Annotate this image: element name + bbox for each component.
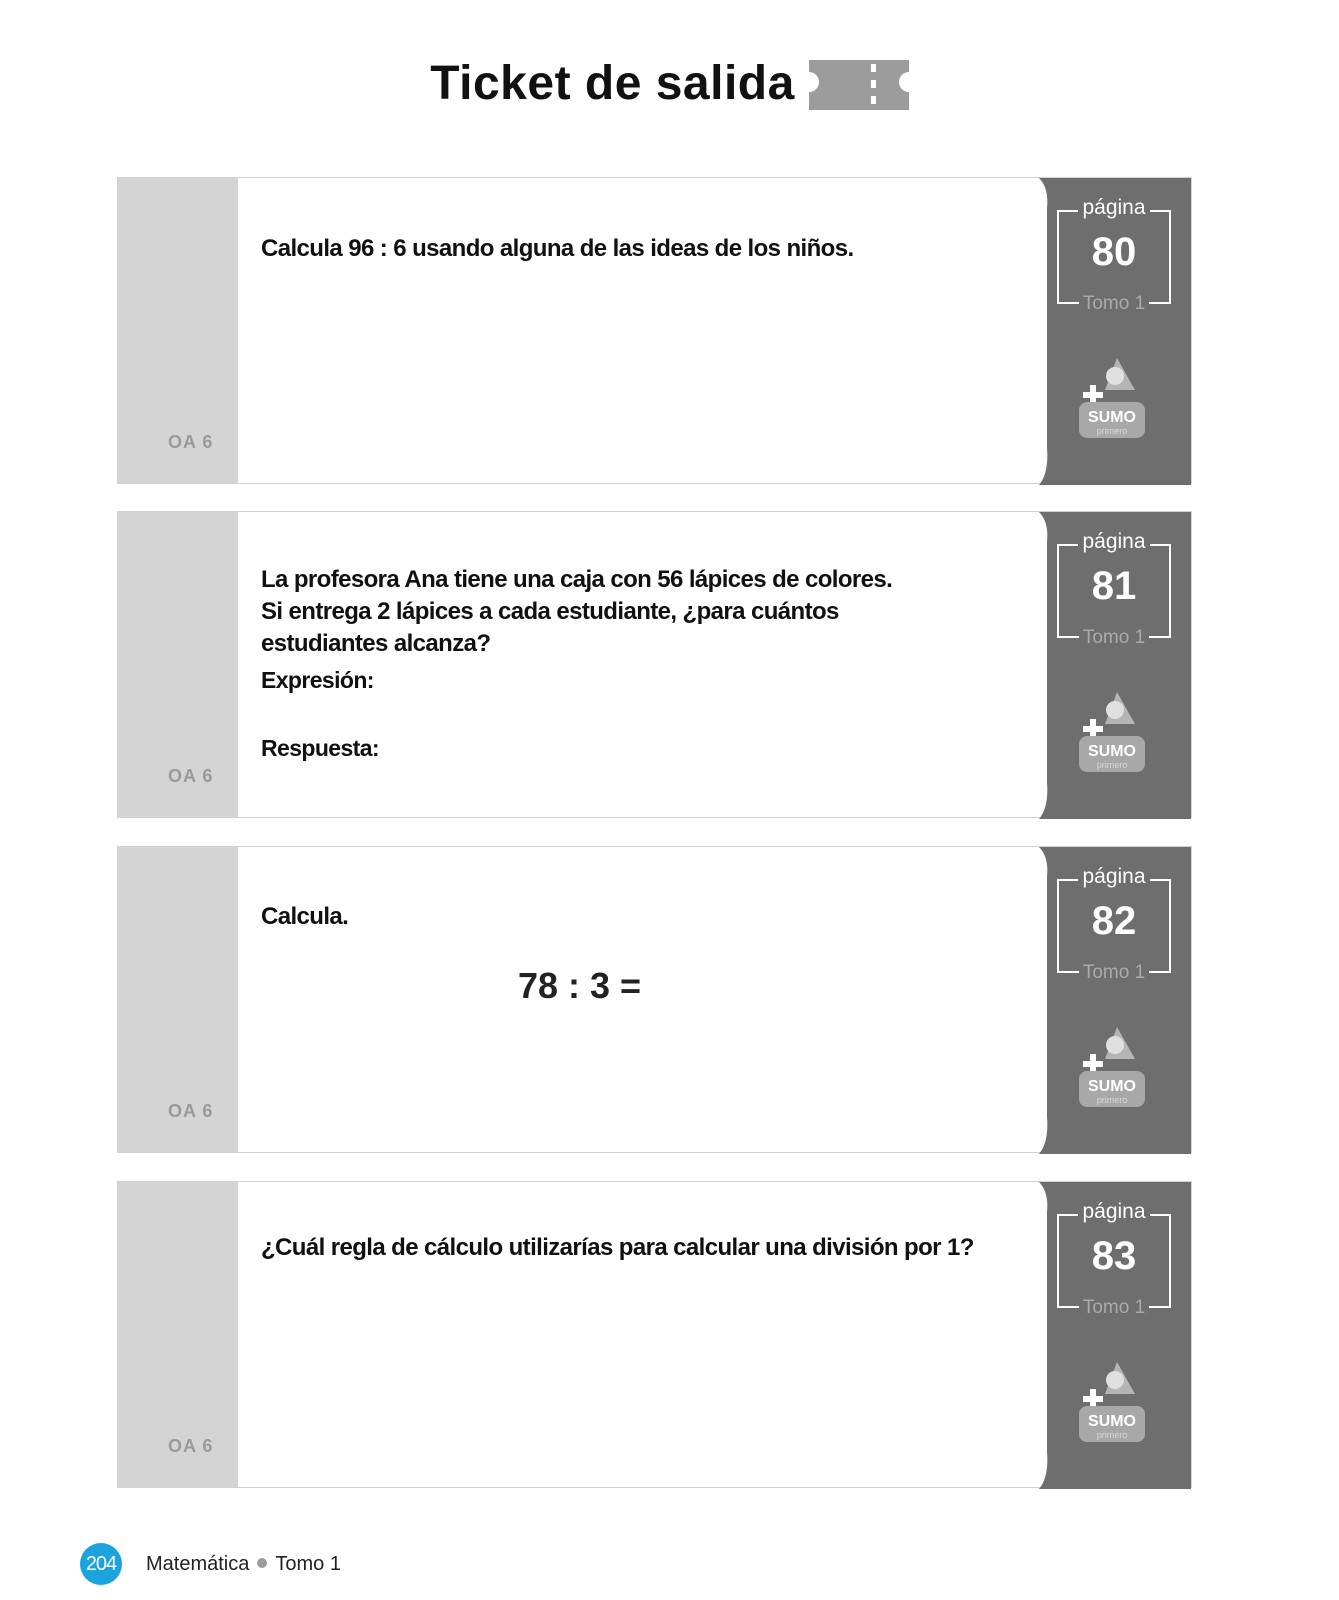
page-label: página [1078, 530, 1149, 553]
sumo-primero-logo [1077, 1360, 1153, 1446]
oa-label: OA 6 [168, 1101, 214, 1121]
page-reference-box [1057, 530, 1171, 648]
page-footer [80, 1543, 341, 1585]
tomo-label: Tomo 1 [1079, 293, 1149, 314]
question-text: Calcula 96 : 6 usando alguna de las ideas de los niños. [261, 235, 854, 262]
question-text: Calcula. [261, 903, 349, 930]
svg-text:SUMO: SUMO [1088, 1413, 1136, 1430]
svg-text:SUMO: SUMO [1088, 409, 1136, 426]
exercise-card-4 [117, 1181, 1192, 1488]
card-left-band [118, 847, 238, 1152]
page-number: 82 [1091, 899, 1137, 943]
card-page-tab [1039, 512, 1191, 817]
card-left-band [118, 512, 238, 817]
tomo-label: Tomo 1 [1079, 627, 1149, 648]
exercise-card-3 [117, 846, 1192, 1153]
page-title: Ticket de salida [430, 57, 795, 110]
page-header [0, 56, 1339, 111]
svg-text:SUMO: SUMO [1088, 743, 1136, 760]
card-page-tab [1039, 1182, 1191, 1487]
answer-label: Respuesta: [261, 735, 379, 761]
svg-text:primero: primero [1096, 426, 1128, 436]
oa-label: OA 6 [168, 1436, 214, 1456]
svg-text:primero: primero [1096, 760, 1128, 770]
svg-text:primero: primero [1096, 1430, 1128, 1440]
sumo-primero-logo [1077, 1025, 1153, 1111]
card-content [261, 233, 1026, 265]
page-reference-box [1057, 865, 1171, 983]
card-content [261, 1232, 1041, 1264]
page-reference-box [1057, 196, 1171, 314]
oa-label: OA 6 [168, 432, 214, 452]
question-text-line-3: estudiantes alcanza? [261, 630, 491, 657]
separator-dot [257, 1558, 267, 1568]
question-text-line-1: La profesora Ana tiene una caja con 56 lápices de colores. [261, 566, 893, 593]
expression-label: Expresión: [261, 667, 374, 693]
svg-text:primero: primero [1096, 1095, 1128, 1105]
card-content [261, 564, 1026, 764]
footer-subject: Matemática [146, 1552, 250, 1575]
tomo-label: Tomo 1 [1079, 962, 1149, 983]
card-page-tab [1039, 847, 1191, 1152]
page-label: página [1078, 1200, 1149, 1223]
exercise-card-1 [117, 177, 1192, 484]
exercise-card-2 [117, 511, 1192, 818]
card-page-tab [1039, 178, 1191, 483]
sumo-primero-logo [1077, 356, 1153, 442]
oa-label: OA 6 [168, 766, 214, 786]
ticket-icon [809, 60, 909, 110]
question-text-line-2: Si entrega 2 lápices a cada estudiante, ¿para cuántos [261, 598, 839, 625]
page-label: página [1078, 865, 1149, 888]
page-number: 83 [1091, 1234, 1137, 1278]
card-content [261, 901, 1026, 933]
footer-volume: Tomo 1 [275, 1552, 341, 1575]
page-number-badge: 204 [80, 1543, 122, 1585]
page-number: 81 [1091, 564, 1137, 608]
card-left-band [118, 178, 238, 483]
page-number: 80 [1091, 230, 1137, 274]
division-expression: 78 : 3 = [518, 965, 642, 1006]
tomo-label: Tomo 1 [1079, 1297, 1149, 1318]
svg-text:SUMO: SUMO [1088, 1078, 1136, 1095]
page-label: página [1078, 196, 1149, 219]
page-reference-box [1057, 1200, 1171, 1318]
card-left-band [118, 1182, 238, 1487]
question-text: ¿Cuál regla de cálculo utilizarías para calcular una división por 1? [261, 1234, 974, 1261]
sumo-primero-logo [1077, 690, 1153, 776]
